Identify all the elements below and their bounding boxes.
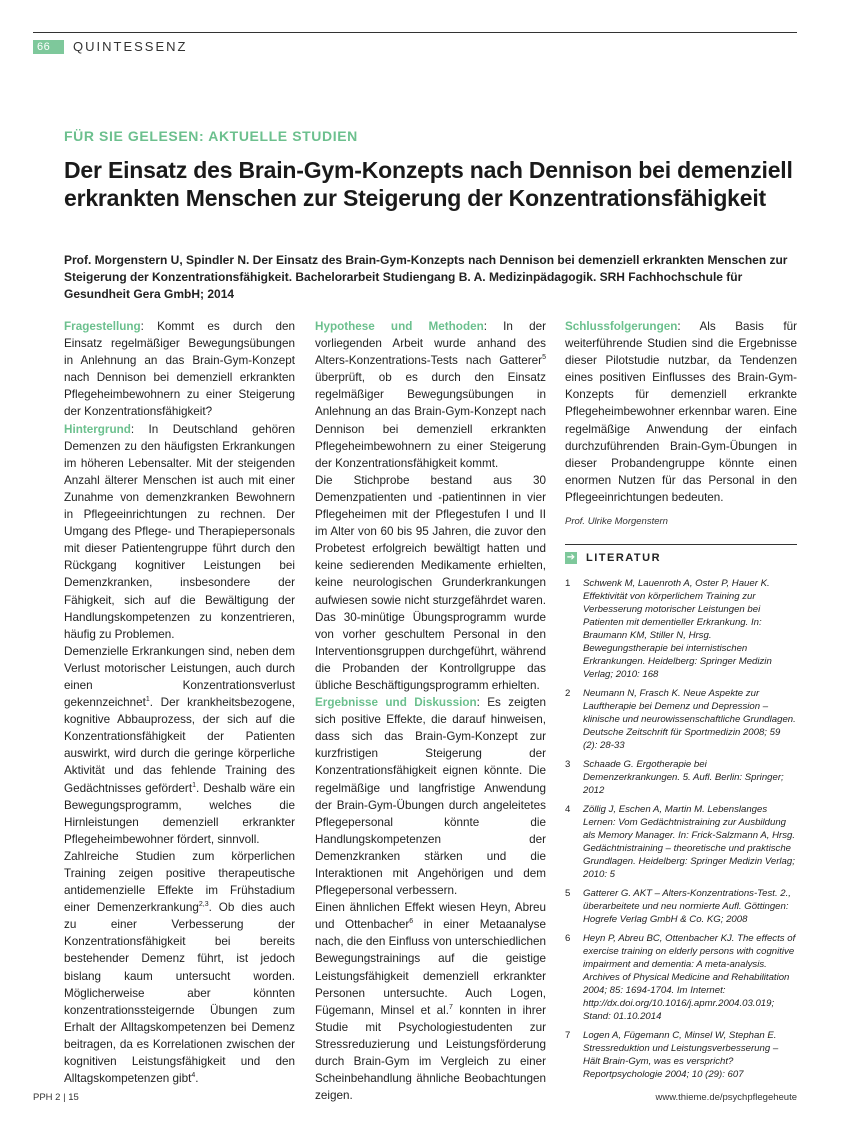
- literature-header: [565, 550, 797, 566]
- paragraph-demenzielle: [64, 643, 295, 848]
- text-ergebnisse: : Es zeigten sich positive Effekte, die darauf hinweisen, dass sich das Brain-Gym-Konzept zur kurzfristigen Steigerung der Konzentrationsfähigkeit eignen könnte. Die regelmäßige und langfristige Anwendung der Brain-Gym-Übungen durch angeleitetes Pflegepersonal könnte die Handlungskompetenzen der Demenzkranken stärken und die Interaktionen mit Angehörigen und dem Pflegepersonal verbessern.: [315, 696, 546, 898]
- paragraph-methoden: [315, 318, 546, 472]
- footnote-ref: 2,3: [198, 901, 209, 909]
- literature-number: 5: [565, 888, 571, 899]
- literature-text: Heyn P, Abreu BC, Ottenbacher KJ. The effects of exercise training on elderly persons with cognitive impairment and dementia: A meta-analysis. Archives of Physical Medicine and Rehabilitation 2004; 85: 1694-1704. Im Internet: http://dx.doi.org/10.1016/j.apmr.2004.03.019; Stand: 01.10.2014: [583, 933, 796, 1022]
- literature-text: Schaade G. Ergotherapie bei Demenzerkrankungen. 5. Aufl. Berlin: Springer; 2012: [583, 759, 784, 796]
- literature-box: [565, 544, 797, 1087]
- literature-item: [565, 887, 797, 926]
- text-segment: Zahlreiche Studien zum körperlichen Training zeigen positive therapeutische antidemenzielle Effekte im Frühstadium einer Demenzerkrankung: [64, 849, 295, 915]
- article-citation: Prof. Morgenstern U, Spindler N. Der Einsatz des Brain-Gym-Konzepts nach Dennison bei demenziell erkrankten Menschen zur Steigerung der Konzentrationsfähigkeit. Bachelorarbeit Studiengang B. A. Medizinpädagogik. SRH Fachhochschule für Gesundheit Gera GmbH; 2014: [64, 253, 788, 301]
- literature-item: [565, 1029, 797, 1081]
- literature-title: LITERATUR: [586, 552, 662, 564]
- text-segment: . Ob dies auch zu einer Verbesserung der Konzentrationsfähigkeit bei bereits bestehender Demenz führt, ist jedoch bislang kaum untersucht worden. Möglicherweise aber könnten konzentrationssteigernde Übungen zum Erhalt der Alltagskompetenzen bei Demenz beitragen, da es Korrelationen zwischen der kognitiven Leistungsfähigkeit und den Alltagskompetenzen gibt: [64, 901, 295, 1086]
- label-fragestellung: Fragestellung: [64, 320, 141, 333]
- article-kicker: FÜR SIE GELESEN: AKTUELLE STUDIEN: [64, 128, 358, 144]
- paragraph-effekt: [315, 899, 546, 1104]
- text-segment: : In der vorliegenden Arbeit wurde anhand des Alters-Konzentrations-Tests nach Gatterer: [315, 320, 546, 368]
- paragraph-schluss: [565, 318, 797, 506]
- text-segment: konnten in ihrer Studie mit Psychologiestudenten zur Stressreduzierung und Leistungsförderung durch Brain-Gym im Vergleich zu einer Scheinbehandlung ähnliche Beobachtungen zeigen.: [315, 1003, 547, 1103]
- footnote-ref: 5: [542, 354, 546, 362]
- footnote-ref: 6: [409, 918, 414, 926]
- literature-item: [565, 932, 797, 1023]
- literature-item: [565, 803, 797, 881]
- arrow-right-icon: ➔: [566, 552, 576, 563]
- label-ergebnisse: Ergebnisse und Diskussion: [315, 696, 477, 710]
- author-signature: Prof. Ulrike Morgenstern: [565, 516, 668, 528]
- paragraph-hintergrund: [64, 421, 295, 643]
- literature-item: [565, 687, 797, 752]
- text-segment: in einer Metaanalyse nach, die den Einfluss von unterschiedlichen Bewegungstrainings auf die geistige Leistungsfähigkeit demenziell erkrankter Personen untersuchte. Auch Logen, Fügemann, Minsel et al.: [315, 918, 546, 1017]
- literature-item: [565, 577, 797, 681]
- footnote-ref: 1: [192, 781, 196, 789]
- page-number: 66: [33, 40, 64, 54]
- header-rule: [33, 32, 797, 33]
- article-title: Der Einsatz des Brain-Gym-Konzepts nach Dennison bei demenziell erkrankten Menschen zur Steigerung der Konzentrationsfähigkeit: [64, 157, 793, 211]
- footer-website: www.thieme.de/psychpflegeheute: [655, 1092, 797, 1103]
- literature-text: Neumann N, Frasch K. Neue Aspekte zur Lauftherapie bei Demenz und Depression – klinische und neurowissenschaftliche Grundlagen. Deutsche Zeitschrift für Sportmedizin 2008; 59 (2): 28-33: [583, 688, 796, 751]
- literature-text: Zöllig J, Eschen A, Martin M. Lebenslanges Lernen: Vom Gedächtnistraining zur Ausbildung als Memory Manager. In: Frick-Salzmann A, Hrsg. Gedächtnistraining – theoretische und praktische Grundlagen. Heidelberg: Springer Medizin Verlag; 2010: 5: [583, 804, 796, 880]
- text-hintergrund: : In Deutschland gehören Demenzen zu den häufigsten Erkrankungen im höheren Lebensalter. Mit der steigenden Anzahl älterer Menschen ist auch mit einer Zunahme von demenzkranken Bewohnern in Pflegeeinrichtungen zu rechnen. Der Umgang des Pflege- und Therapiepersonals mit dieser Patientengruppe führt durch den Rückgang kognitiver Leistungen bei Demenzkranken, insbesondere der Fähigkeit, sich auf die Bewältigung der Handlungskompetenzen zu konzentrieren, häufig zu Problemen.: [64, 422, 295, 641]
- paragraph-stichprobe: Die Stichprobe bestand aus 30 Demenzpatienten und -patientinnen in vier Pflegeheimen mit der Pflegestufen I und II im Alter von 60 bis 95 Jahren, die zuvor den Probetest erfolgreich bewältigt hatten und keine sedierenden Medikamente erhielten, keine neurologischen Grunderkrankungen aufwiesen sowie nicht sturzgefährdet waren. Das 30-minütige Übungsprogramm wurde von vorher geschultem Personal in den Interventionsgruppen durchgeführt, während die Probanden der Kontrollgruppe das übliche Beschäftigungsprogramm erhielten.: [315, 473, 546, 692]
- footnote-ref: 4: [191, 1072, 196, 1080]
- text-segment: Einen ähnlichen Effekt wiesen Heyn, Abreu und Ottenbacher: [315, 901, 546, 932]
- paragraph-ergebnisse: [315, 694, 546, 899]
- text-fragestellung: : Kommt es durch den Einsatz regelmäßiger Bewegungsübungen in Anlehnung an das Brain-Gym-Konzept nach Dennison bei demenziell erkrankten Pflegeheimbewohnern zu einer Steigerung der Konzentrationsfähigkeit?: [64, 320, 295, 419]
- literature-text: Schwenk M, Lauenroth A, Oster P, Hauer K. Effektivität von körperlichem Training zur Verbesserung motorischer Leistungen bei Patienten mit dementieller Erkrankung. In: Braumann KM, Stiller N, Hrsg. Bewegungstherapie bei internistischen Erkrankungen. Heidelberg: Springer Medizin Verlag; 2010: 168: [583, 578, 772, 680]
- paragraph-fragestellung: [64, 318, 295, 421]
- column-3: [565, 318, 797, 530]
- text-segment: . Der krankheitsbezogene, kognitive Abbauprozess, der sich auf die Konzentrationsfähigkeit der Patienten auswirkt, wird durch die geringe körperliche Aktivität und das fehlende Training des Gedächtnisses gefördert: [64, 696, 295, 795]
- text-segment: überprüft, ob es durch den Einsatz regelmäßiger Bewegungsübungen in Anlehnung an das Brain-Gym-Konzept nach Dennison bei demenziell erkrankten Pflegeheimbewohnern zu einer Steigerung der Konzentrationsfähigkeit kommt.: [315, 371, 546, 470]
- literature-list: [565, 577, 797, 1081]
- text-schluss: : Als Basis für weiterführende Studien sind die Ergebnisse dieser Pilotstudie nutzbar, da Tendenzen eines positiven Einflusses des Brain-Gym-Konzepts für demenziell erkrankte Pflegeheimbewohner erkennbar waren. Eine regelmäßige Anwendung der einfach durchzuführenden Brain-Gym-Übungen in dieser Probandengruppe könnte einen enormen Nutzen für das Personal in den Pflegeeinrichtungen bedeuten.: [565, 320, 797, 504]
- text-segment: . Deshalb wäre ein Bewegungsprogramm, welches die Hirnleistungen demenziell erkrankter Pflegeheimbewohner fördert, sinnvoll.: [64, 781, 295, 846]
- literature-text: Logen A, Fügemann C, Minsel W, Stephan E. Stressreduktion und Leistungsverbesserung – Hält Brain-Gym, was es verspricht? Reportpsychologie 2004; 10 (29): 607: [583, 1030, 779, 1080]
- text-segment: Demenzielle Erkrankungen sind, neben dem Verlust motorischer Leistungen, auch durch einen Konzentrationsverlust gekennzeichnet: [64, 644, 295, 710]
- literature-number: 6: [565, 933, 571, 944]
- literature-number: 1: [565, 578, 571, 589]
- literature-number: 3: [565, 759, 571, 770]
- paragraph-studien: [64, 848, 295, 1087]
- literature-item: [565, 758, 797, 797]
- footnote-ref: 7: [449, 1003, 453, 1011]
- literature-rule: [565, 544, 797, 545]
- column-2: [315, 318, 546, 1104]
- label-methoden: Hypothese und Methoden: [315, 320, 484, 333]
- literature-number: 4: [565, 804, 571, 815]
- literature-text: Gatterer G. AKT – Alters-Konzentrations-Test. 2., überarbeitete und neu normierte Aufl. Göttingen: Hogrefe Verlag GmbH & Co. KG; 2008: [583, 888, 791, 925]
- section-name: QUINTESSENZ: [73, 39, 188, 54]
- footnote-ref: 1: [145, 696, 150, 704]
- label-schluss: Schlussfolgerungen: [565, 320, 678, 333]
- literature-number: 2: [565, 688, 571, 699]
- literature-number: 7: [565, 1030, 571, 1041]
- column-1: [64, 318, 295, 1087]
- footer-issue: PPH 2 | 15: [33, 1092, 79, 1103]
- text-segment: .: [195, 1072, 199, 1086]
- label-hintergrund: Hintergrund: [64, 422, 131, 436]
